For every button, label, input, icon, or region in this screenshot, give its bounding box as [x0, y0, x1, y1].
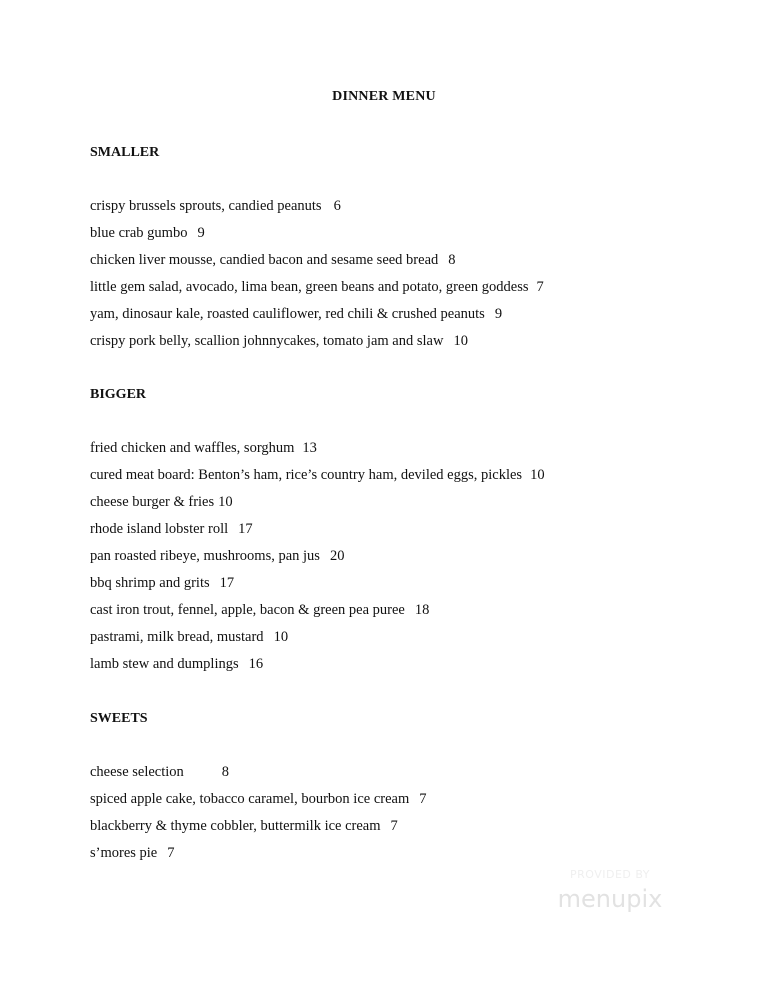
menu-item: [90, 840, 730, 867]
item-price: 10: [530, 467, 545, 483]
item-price: 13: [302, 440, 317, 456]
item-price: 17: [219, 575, 235, 591]
section-heading: BIGGER: [90, 387, 147, 402]
menu-item: [90, 220, 730, 247]
item-price: 9: [494, 306, 503, 322]
item-price: 6: [333, 198, 341, 214]
item-name: pastrami, milk bread, mustard: [90, 629, 264, 645]
item-name: rhode island lobster roll: [90, 521, 229, 537]
item-name: cast iron trout, fennel, apple, bacon & green pea puree: [90, 602, 405, 618]
item-price: 18: [414, 602, 430, 618]
item-price: 7: [390, 818, 398, 834]
watermark-brand: menupix: [557, 885, 663, 913]
watermark-logo: [530, 868, 690, 913]
menu-item: [90, 543, 730, 570]
item-name: spiced apple cake, tobacco caramel, bourbon ice cream: [90, 791, 410, 807]
page-title: DINNER MENU: [332, 89, 436, 104]
item-name: cheese burger & fries: [90, 494, 215, 510]
section-smaller: [90, 139, 730, 355]
item-name: blue crab gumbo: [90, 225, 188, 241]
item-name: cured meat board: Benton’s ham, rice’s country ham, deviled eggs, pickles: [90, 467, 523, 483]
item-price: 8: [221, 764, 230, 780]
item-price: 17: [238, 521, 253, 537]
item-price: 10: [273, 629, 289, 645]
item-price: 7: [419, 791, 427, 807]
item-name: crispy brussels sprouts, candied peanuts: [90, 198, 322, 214]
menu-item: [90, 597, 730, 624]
item-name: yam, dinosaur kale, roasted cauliflower, red chili & crushed peanuts: [90, 306, 485, 322]
item-price: 8: [448, 252, 456, 268]
menu-item: [90, 193, 730, 220]
item-price: 9: [197, 225, 205, 241]
item-price: 7: [536, 279, 544, 295]
menu-item: [90, 516, 730, 543]
menu-item: [90, 462, 730, 489]
menu-item: [90, 813, 730, 840]
menu-item: [90, 247, 730, 274]
menu-item: [90, 570, 730, 597]
item-price: 7: [167, 845, 175, 861]
menu-item: [90, 651, 730, 678]
item-name: pan roasted ribeye, mushrooms, pan jus: [90, 548, 320, 564]
item-price: 10: [218, 494, 233, 510]
item-name: cheese selection: [90, 764, 184, 780]
section-heading: SWEETS: [90, 711, 148, 726]
section-bigger: [90, 381, 730, 678]
item-name: little gem salad, avocado, lima bean, green beans and potato, green goddess: [90, 279, 529, 295]
menu-item: [90, 759, 730, 786]
menu-item: [90, 624, 730, 651]
item-name: bbq shrimp and grits: [90, 575, 210, 591]
menu-item: [90, 435, 730, 462]
item-price: 10: [453, 333, 468, 349]
item-name: lamb stew and dumplings: [90, 656, 239, 672]
menu-item: [90, 301, 730, 328]
menu-item: [90, 274, 730, 301]
item-price: 16: [248, 656, 264, 672]
watermark-caption: PROVIDED BY: [569, 868, 651, 881]
item-name: fried chicken and waffles, sorghum: [90, 440, 295, 456]
item-name: crispy pork belly, scallion johnnycakes, tomato jam and slaw: [90, 333, 444, 349]
item-name: blackberry & thyme cobbler, buttermilk ice cream: [90, 818, 381, 834]
section-sweets: [90, 705, 730, 867]
section-heading: SMALLER: [90, 145, 160, 160]
menu-item: [90, 489, 730, 516]
menu-item: [90, 328, 730, 355]
item-price: 20: [329, 548, 345, 564]
menu-item: [90, 786, 730, 813]
item-name: s’mores pie: [90, 845, 158, 861]
item-name: chicken liver mousse, candied bacon and sesame seed bread: [90, 252, 439, 268]
